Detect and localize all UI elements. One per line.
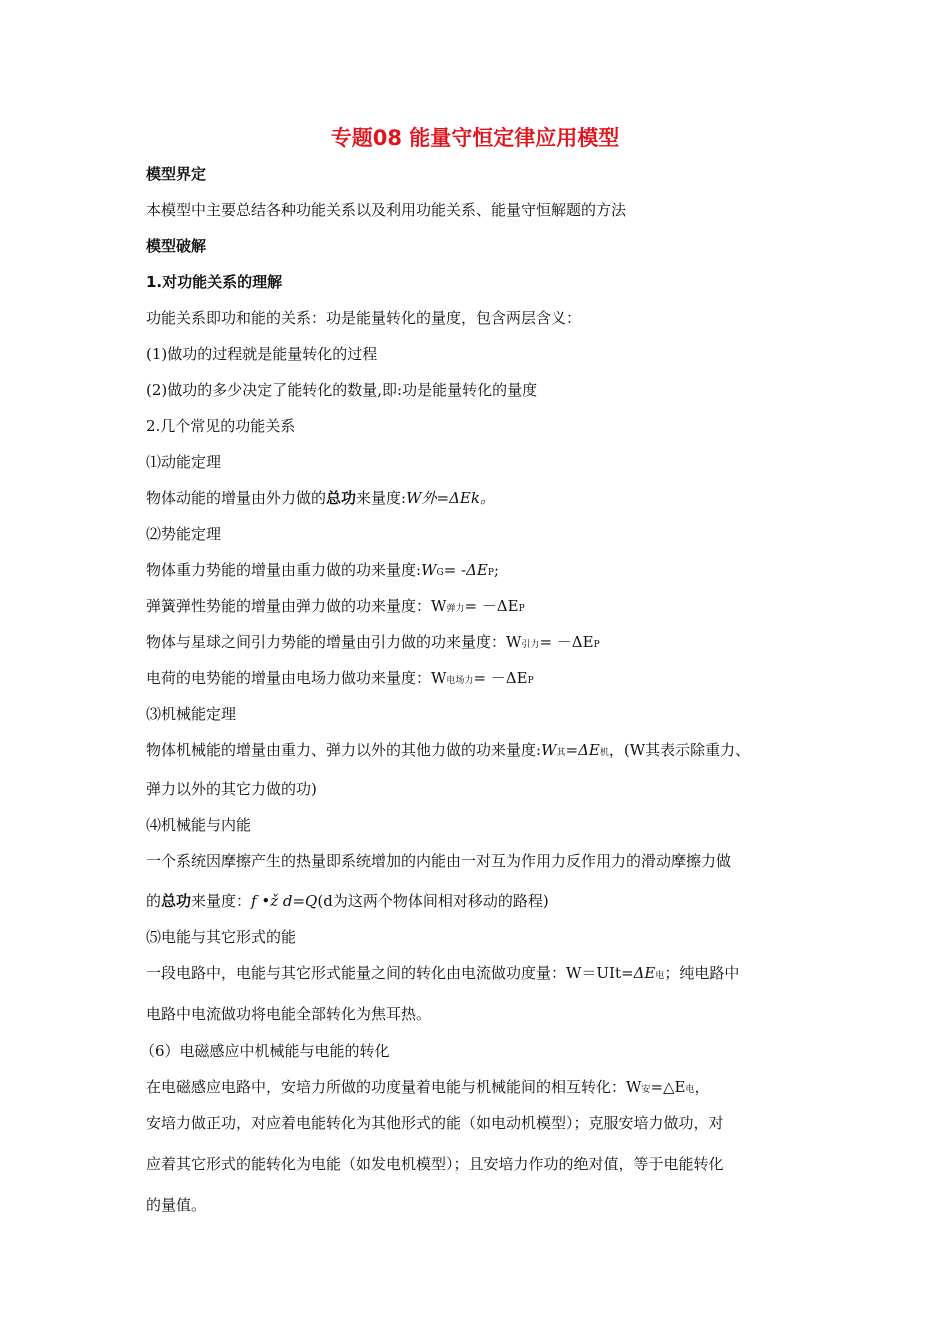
paragraph-text: 功能关系即功和能的关系：功是能量转化的量度，包含两层含义： [146, 309, 582, 327]
text-span: ；纯电路中 [664, 964, 740, 982]
text-span: 物体机械能的增量由重力、弹力以外的其他力做的功来量度: [146, 741, 542, 759]
subscript: 电场力 [446, 676, 474, 686]
text-span: (d为这两个物体间相对移动的路程) [317, 892, 549, 910]
paragraph-text [146, 595, 816, 620]
list-item: (2)做功的多少决定了能转化的数量,即:功是能量转化的量度 [146, 381, 538, 399]
paragraph-text [146, 890, 816, 912]
paragraph-text [146, 667, 816, 692]
bold-span: 总功 [161, 892, 192, 910]
topic-heading: ⑶机械能定理 [146, 705, 237, 723]
subscript: 电 [685, 1085, 695, 1095]
text-span: 来量度: [356, 489, 407, 507]
subscript: 机 [599, 748, 609, 758]
section-heading-definition: 模型界定 [146, 165, 207, 183]
topic-heading: ⑷机械能与内能 [146, 816, 252, 834]
text-span: = －ΔE [473, 669, 528, 687]
paragraph-text [146, 559, 816, 584]
subscript: 其 [556, 748, 566, 758]
bold-span: 总功 [326, 489, 357, 507]
text-span: ，(W其表示除重力、 [608, 741, 751, 759]
paragraph-text [146, 1076, 816, 1101]
paragraph-text: 电路中电流做功将电能全部转化为焦耳热。 [146, 1005, 432, 1023]
text-span: 弹簧弹性势能的增量由弹力做的功来量度：W [146, 597, 447, 615]
page-title: 专题08 能量守恒定律应用模型 [330, 126, 620, 150]
paragraph-text: 弹力以外的其它力做的功) [146, 780, 317, 798]
text-span: 物体重力势能的增量由重力做的功来量度: [146, 561, 422, 579]
text-span: 物体与星球之间引力势能的增量由引力做的功来量度：W [146, 633, 522, 651]
formula: W [541, 741, 557, 759]
section-heading-solution: 模型破解 [146, 237, 207, 255]
text-span: 来量度： [191, 892, 252, 910]
formula: f •ž d=Q [251, 892, 318, 910]
subscript: G [436, 568, 444, 578]
formula: = -ΔE [443, 561, 488, 579]
subsection-heading-2: 2.几个常见的功能关系 [146, 417, 296, 435]
text-span: 电荷的电势能的增量由电场力做功来量度：W [146, 669, 447, 687]
text-span: 的 [146, 892, 162, 910]
text-span: = －ΔE [539, 633, 594, 651]
formula: W外=ΔEk。 [406, 489, 495, 507]
topic-heading: ⑵势能定理 [146, 525, 222, 543]
paragraph-text [146, 739, 816, 764]
subscript: P [487, 568, 494, 578]
subscript: 引力 [521, 640, 540, 650]
text-span: ， [694, 1078, 710, 1096]
subsection-heading-1: 1.对功能关系的理解 [146, 273, 283, 291]
topic-heading: （6）电磁感应中机械能与电能的转化 [140, 1042, 390, 1060]
definition-text: 本模型中主要总结各种功能关系以及利用功能关系、能量守恒解题的方法 [146, 201, 627, 219]
paragraph-text: 应着其它形式的能转化为电能（如发电机模型）；且安培力作功的绝对值，等于电能转化 [146, 1155, 724, 1173]
subscript: P [593, 640, 600, 650]
text-span: 物体动能的增量由外力做的 [146, 489, 327, 507]
subscript: 电 [655, 971, 665, 981]
formula: =ΔE [565, 741, 600, 759]
formula: ΔE [633, 964, 656, 982]
text-span: 在电磁感应电路中，安培力所做的功度量着电能与机械能间的相互转化：W [146, 1078, 642, 1096]
topic-heading: ⑴动能定理 [146, 453, 222, 471]
paragraph-text: 的量值。 [146, 1196, 207, 1214]
text-span: = －ΔE [464, 597, 519, 615]
subscript: P [527, 676, 534, 686]
subscript: P [518, 604, 525, 614]
paragraph-text: 一个系统因摩擦产生的热量即系统增加的内能由一对互为作用力反作用力的滑动摩擦力做 [146, 852, 732, 870]
paragraph-text [146, 631, 816, 656]
text-span: 一段电路中，电能与其它形式能量之间的转化由电流做功度量：W＝UIt= [146, 964, 634, 982]
subscript: 弹力 [446, 604, 465, 614]
text-span: ; [493, 561, 499, 579]
paragraph-text [146, 487, 816, 509]
subscript: 安 [641, 1085, 651, 1095]
paragraph-text [146, 962, 816, 987]
formula: W [421, 561, 437, 579]
list-item: (1)做功的过程就是能量转化的过程 [146, 345, 378, 363]
text-span: =△E [650, 1078, 686, 1096]
paragraph-text: 安培力做正功，对应着电能转化为其他形式的能（如电动机模型）；克服安培力做功，对 [146, 1114, 724, 1132]
topic-heading: ⑸电能与其它形式的能 [146, 928, 297, 946]
